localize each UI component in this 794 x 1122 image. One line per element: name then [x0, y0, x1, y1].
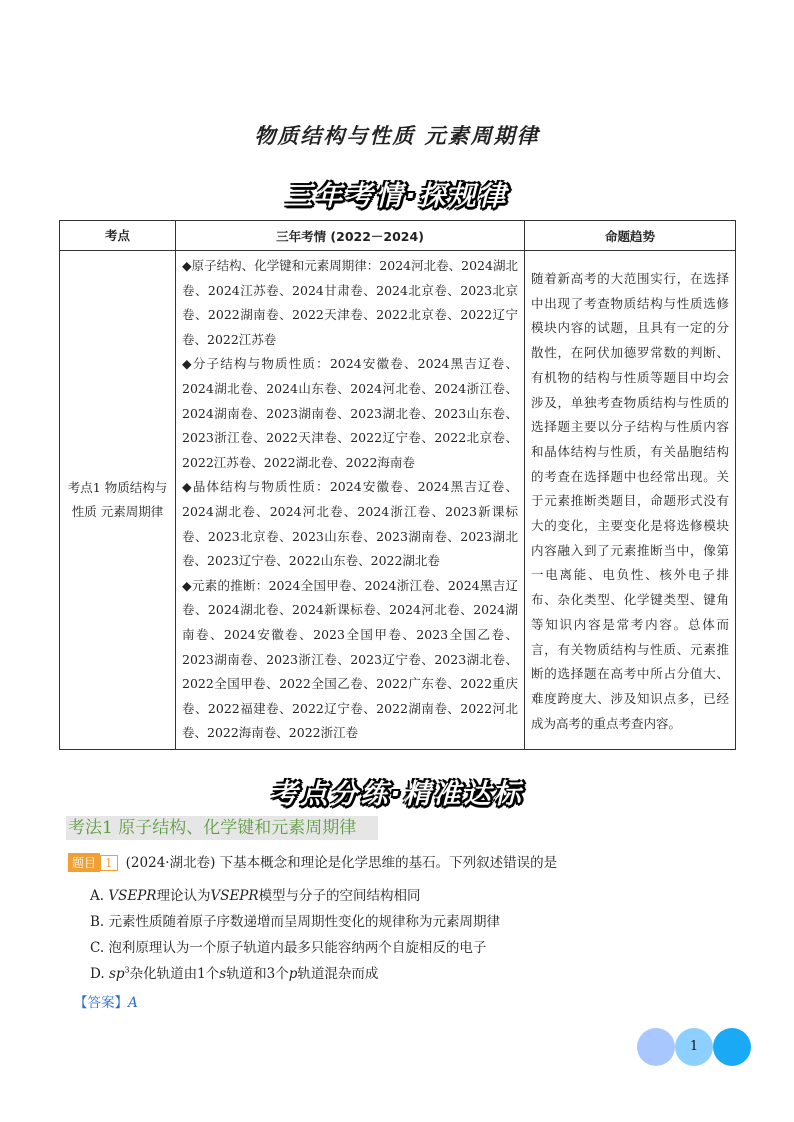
header-topic: 考点 — [60, 221, 176, 251]
banner-text: 三年考情·探规律 — [285, 181, 509, 212]
table-row — [60, 251, 736, 750]
header-history: 三年考情 (2022－2024) — [176, 221, 525, 251]
history-atomic-structure: ◆原子结构、化学键和元素周期律：2024河北卷、2024湖北卷、2024江苏卷、2024甘肃卷、2024北京卷、2023北京卷、2022湖南卷、2022天津卷、2022北京卷、2022辽宁卷、2022江苏卷 — [182, 258, 518, 347]
topic-cell: 考点1 物质结构与性质 元素周期律 — [60, 251, 176, 750]
option-a: A. VSEPR理论认为VSEPR模型与分子的空间结构相同 — [90, 888, 421, 904]
page-number-badge — [637, 1028, 751, 1066]
banner-text: 考点分练·精准达标 — [270, 779, 524, 810]
header-trend: 命题趋势 — [525, 221, 736, 251]
option-b: B. 元素性质随着原子序数递增而呈周期性变化的规律称为元素周期律 — [90, 914, 501, 930]
section-title: 考法1 原子结构、化学键和元素周期律 — [66, 816, 378, 840]
answer-line — [74, 991, 138, 1011]
banner-three-year-trends — [0, 174, 794, 213]
question-tag: 题目 — [68, 853, 100, 872]
question-source: (2024·湖北卷) — [125, 855, 216, 871]
answer-label: 【答案】 — [74, 995, 128, 1011]
option-c: C. 泡利原理认为一个原子轨道内最多只能容纳两个自旋相反的电子 — [90, 940, 487, 956]
answer-value: A — [128, 995, 138, 1011]
option-d: D. $sp^3$杂化轨道由1个s轨道和3个p轨道混杂而成 — [90, 965, 379, 982]
trend-cell: 随着新高考的大范围实行，在选择中出现了考查物质结构与性质选修模块内容的试题，且具有一定的分散性，在阿伏加德罗常数的判断、有机物的结构与性质等题目中均会涉及，单独考查物质结构与性质的选择题主要以分子结构与性质内容和晶体结构与性质，有关晶胞结构的考查在选择题中也经常出现。关于元素推断类题目，命题形式没有大的变化，主要变化是将选修模块内容融入到了元素推断当中，像第一电离能、电负性、核外电子排布、杂化类型、化学键类型、键角等知识内容是常考内容。总体而言，有关物质结构与性质、元素推断的选择题在高考中所占分值大、难度跨度大、涉及知识点多，已经成为高考的重点考查内容。 — [525, 251, 736, 750]
banner-practice — [0, 772, 794, 811]
question-stem: 下基本概念和理论是化学思维的基石。下列叙述错误的是 — [219, 855, 558, 871]
table-header-row — [60, 221, 736, 251]
exam-summary-table — [59, 220, 736, 750]
page-number: 1 — [689, 1039, 699, 1054]
history-cell — [176, 251, 525, 750]
question-number: 1 — [100, 855, 118, 871]
history-crystal-structure: ◆晶体结构与物质性质：2024安徽卷、2024黑吉辽卷、2024湖北卷、2024河北卷、2024浙江卷、2023新课标卷、2023北京卷、2023山东卷、2023湖南卷、2023湖北卷、2023辽宁卷、2022山东卷、2022湖北卷 — [182, 479, 518, 569]
document-title: 物质结构与性质 元素周期律 — [254, 123, 540, 148]
history-molecular-structure: ◆分子结构与物质性质：2024安徽卷、2024黑吉辽卷、2024湖北卷、2024山东卷、2024河北卷、2024浙江卷、2024湖南卷、2023湖南卷、2023湖北卷、2023山东卷、2023浙江卷、2022天津卷、2022辽宁卷、2022北京卷、2022江苏卷、2022湖北卷、2022海南卷 — [182, 356, 518, 470]
history-element-inference: ◆元素的推断：2024全国甲卷、2024浙江卷、2024黑吉辽卷、2024湖北卷、2024新课标卷、2024河北卷、2024湖南卷、2024安徽卷、2023全国甲卷、2023全国乙卷、2023湖南卷、2023浙江卷、2023辽宁卷、2023湖北卷、2022全国甲卷、2022全国乙卷、2022广东卷、2022重庆卷、2022福建卷、2022辽宁卷、2022湖南卷、2022河北卷、2022海南卷、2022浙江卷 — [182, 577, 518, 741]
question-line — [68, 851, 557, 872]
